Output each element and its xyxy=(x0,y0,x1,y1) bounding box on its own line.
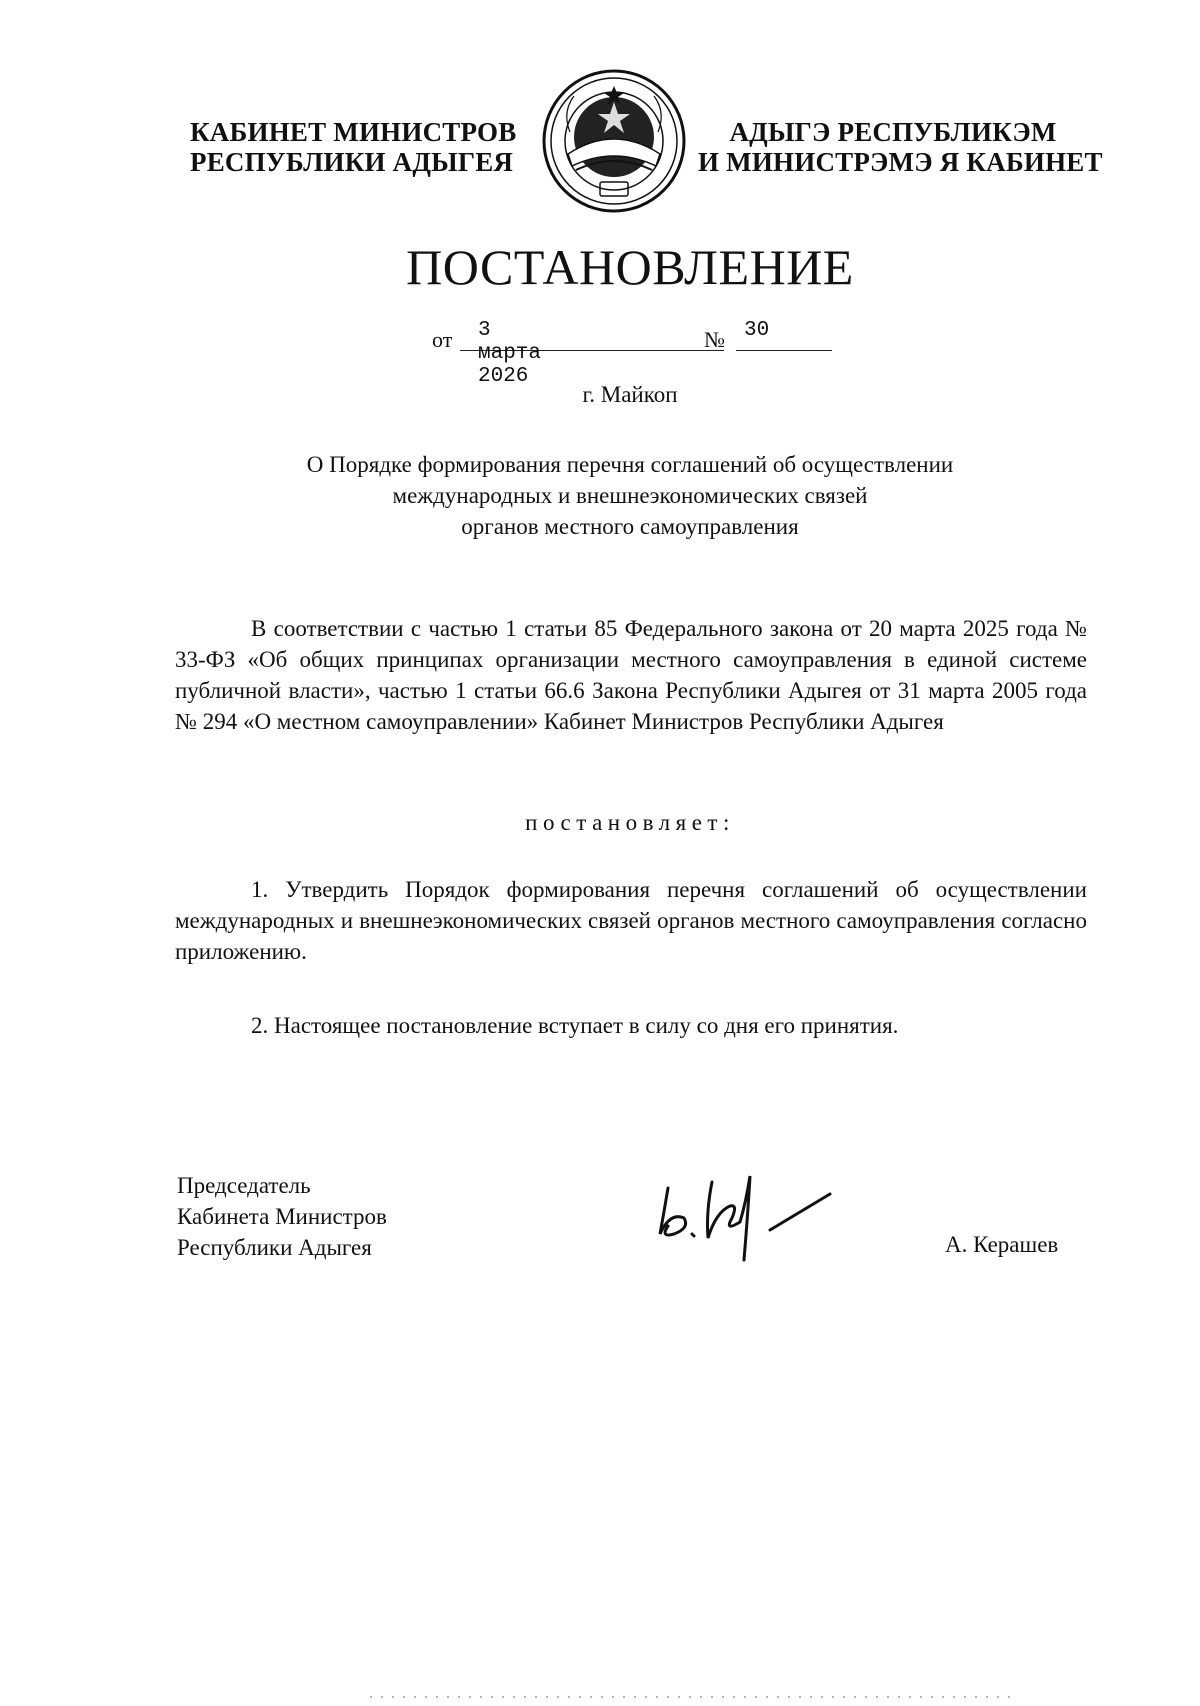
handwritten-signature xyxy=(650,1142,840,1262)
document-subject xyxy=(0,449,1200,542)
city: г. Майкоп xyxy=(582,382,678,407)
scan-noise-dots xyxy=(370,1694,1010,1700)
number-underline xyxy=(736,350,832,351)
document-date: 3 марта 2026 xyxy=(478,319,542,388)
header-left xyxy=(190,117,517,177)
number-label: № xyxy=(704,327,725,352)
date-from-label: от xyxy=(432,327,453,352)
coat-of-arms-icon xyxy=(540,62,688,220)
signatory-position-line-1: Председатель xyxy=(177,1173,311,1198)
subject-line-3: органов местного самоуправления xyxy=(461,514,799,539)
subject-line-2: международных и внешнеэкономических связей xyxy=(392,483,868,508)
signatory-position xyxy=(177,1170,387,1263)
header-left-line-1: КАБИНЕТ МИНИСТРОВ xyxy=(190,117,517,147)
subject-line-1: О Порядке формирования перечня соглашений об осуществлении xyxy=(306,452,954,477)
preamble-paragraph: В соответствии с частью 1 статьи 85 Федерального закона от 20 марта 2025 года № 33-ФЗ «Об общих принципах организации местного самоуправления в единой системе публичной власти», частью 1 статьи 66.6 Закона Республики Адыгея от 31 марта 2005 года № 294 «О местном самоуправлении» Кабинет Министров Республики Адыгея xyxy=(175,616,1087,734)
signatory-position-line-3: Республики Адыгея xyxy=(177,1235,372,1260)
header-right-line-2: И МИНИСТРЭМЭ Я КАБИНЕТ xyxy=(698,147,1103,177)
header-right xyxy=(698,117,1103,177)
header-left-line-2: РЕСПУБЛИКИ АДЫГЕЯ xyxy=(190,147,514,177)
document-number: 30 xyxy=(744,319,770,342)
decree-word: постановляет: xyxy=(525,810,735,835)
document-title: ПОСТАНОВЛЕНИЕ xyxy=(406,239,854,295)
item-1-paragraph: 1. Утвердить Порядок формирования перечня соглашений об осуществлении международных и внешнеэкономических связей органов местного самоуправления согласно приложению. xyxy=(175,877,1087,964)
signatory-position-line-2: Кабинета Министров xyxy=(177,1204,387,1229)
signatory-name: А. Керашев xyxy=(945,1232,1059,1257)
item-2-paragraph: 2. Настоящее постановление вступает в силу со дня его принятия. xyxy=(251,1013,899,1038)
header-right-line-1: АДЫГЭ РЕСПУБЛИКЭМ xyxy=(729,117,1057,147)
